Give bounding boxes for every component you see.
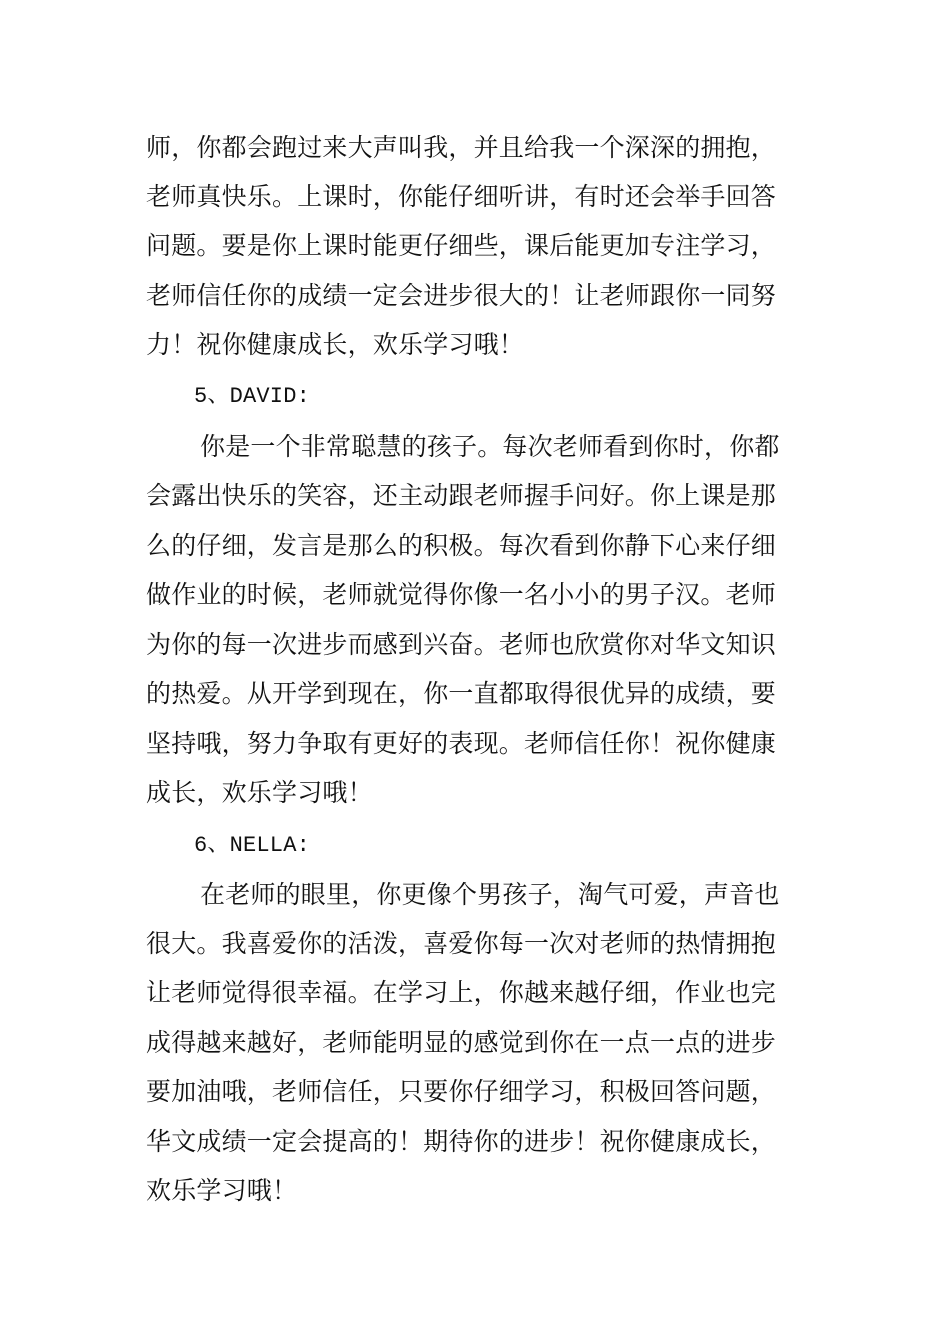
paragraph-line: 让老师觉得很幸福。在学习上，你越来越仔细，作业也完: [146, 978, 777, 1007]
paragraph-line: 做作业的时候，老师就觉得你像一名小小的男子汉。老师: [146, 580, 777, 609]
paragraph-line: 成长，欢乐学习哦！: [146, 778, 373, 807]
paragraph-line: 师，你都会跑过来大声叫我，并且给我一个深深的拥抱，: [146, 133, 777, 162]
paragraph-line: 的热爱。从开学到现在，你一直都取得很优异的成绩，要: [146, 679, 777, 708]
section-heading-nella: 6、NELLA:: [194, 833, 311, 858]
paragraph-line: 坚持哦，努力争取有更好的表现。老师信任你！祝你健康: [146, 729, 777, 758]
paragraph-line: 成得越来越好，老师能明显的感觉到你在一点一点的进步: [146, 1028, 777, 1057]
paragraph-line: 会露出快乐的笑容，还主动跟老师握手问好。你上课是那: [146, 481, 777, 510]
paragraph-line: 欢乐学习哦！: [146, 1176, 298, 1205]
paragraph-line: 老师真快乐。上课时，你能仔细听讲，有时还会举手回答: [146, 182, 777, 211]
paragraph-line: 问题。要是你上课时能更仔细些，课后能更加专注学习，: [146, 231, 777, 260]
paragraph-line: 要加油哦，老师信任，只要你仔细学习，积极回答问题，: [146, 1077, 777, 1106]
paragraph-line: 力！祝你健康成长，欢乐学习哦！: [146, 330, 525, 359]
paragraph-line: 华文成绩一定会提高的！期待你的进步！祝你健康成长，: [146, 1127, 777, 1156]
paragraph-line: 在老师的眼里，你更像个男孩子，淘气可爱，声音也: [200, 880, 780, 909]
paragraph-line: 你是一个非常聪慧的孩子。每次老师看到你时，你都: [200, 432, 780, 461]
section-heading-david: 5、DAVID:: [194, 384, 311, 409]
paragraph-line: 为你的每一次进步而感到兴奋。老师也欣赏你对华文知识: [146, 630, 777, 659]
paragraph-line: 很大。我喜爱你的活泼，喜爱你每一次对老师的热情拥抱: [146, 929, 777, 958]
paragraph-line: 老师信任你的成绩一定会进步很大的！让老师跟你一同努: [146, 281, 777, 310]
paragraph-line: 么的仔细，发言是那么的积极。每次看到你静下心来仔细: [146, 531, 777, 560]
